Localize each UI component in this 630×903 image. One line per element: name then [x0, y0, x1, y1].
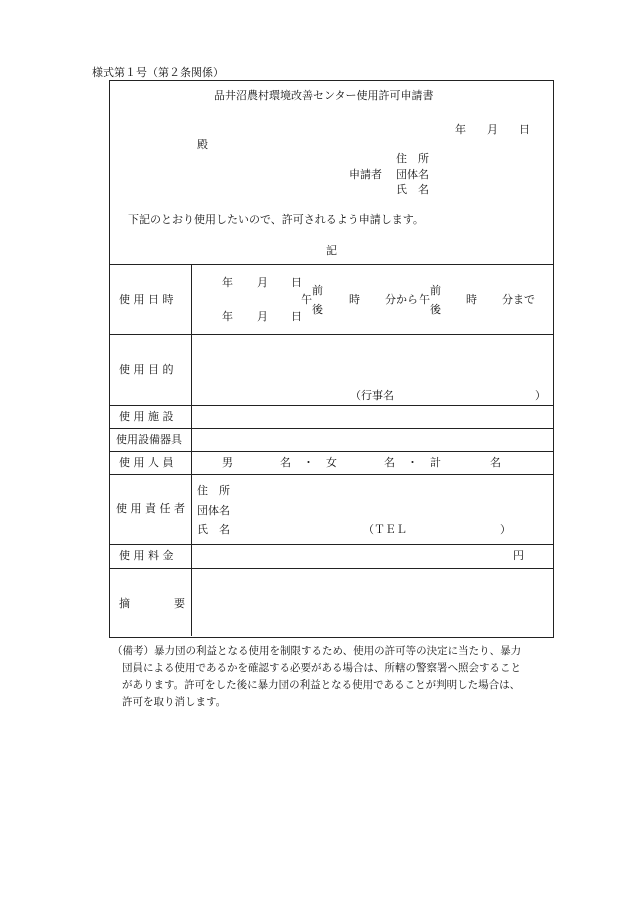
rule-header-bottom	[110, 264, 553, 265]
facility-label: 使 用 施 設	[119, 410, 174, 423]
applicant-group-label: 団体名	[396, 168, 429, 181]
end-am-label: 前	[430, 284, 441, 297]
people-label: 使 用 人 員	[119, 456, 174, 469]
remarks-note	[112, 643, 552, 711]
event-name-open: （行事名	[350, 389, 394, 402]
date-year-label: 年	[455, 123, 466, 136]
start-year-label: 年	[222, 276, 233, 289]
date-day-label: 日	[519, 123, 530, 136]
minute-from-label: 分から	[385, 293, 418, 306]
rule-purpose-bottom	[110, 405, 553, 406]
form-title: 品井沼農村環境改善センター使用許可申請書	[214, 89, 434, 102]
female-label: 女	[326, 456, 337, 469]
usage-purpose-label: 使 用 目 的	[119, 363, 174, 376]
applicant-label: 申請者	[349, 168, 382, 181]
rule-fee-bottom	[110, 568, 553, 569]
dot-separator: ・	[303, 456, 314, 469]
label-column-divider	[191, 264, 192, 636]
female-unit: 名	[384, 456, 395, 469]
male-label: 男	[222, 456, 233, 469]
usage-datetime-label: 使 用 日 時	[119, 293, 174, 306]
start-am-label: 前	[312, 284, 323, 297]
total-unit: 名	[490, 456, 501, 469]
dot-separator: ・	[407, 456, 418, 469]
rule-people-bottom	[110, 474, 553, 475]
start-pm-label: 後	[312, 303, 323, 316]
tel-open: （ＴＥＬ	[363, 523, 407, 536]
end-gozen-go: 午	[419, 293, 430, 306]
minute-until-label: 分まで	[502, 293, 535, 306]
rule-facility-bottom	[110, 428, 553, 429]
applicant-address-label: 住 所	[396, 152, 429, 165]
end-day-label: 日	[291, 310, 302, 323]
fee-currency-yen: 円	[513, 549, 524, 562]
start-month-label: 月	[257, 276, 268, 289]
rule-equipment-bottom	[110, 451, 553, 452]
rule-responsible-bottom	[110, 544, 553, 545]
note-line: （備考）暴力団の利益となる使用を制限するため、使用の許可等の決定に当たり、暴力	[112, 645, 522, 657]
fee-label: 使 用 料 金	[119, 549, 174, 562]
start-hour-label: 時	[349, 293, 360, 306]
ki-marker: 記	[326, 244, 337, 257]
form-frame	[109, 80, 554, 638]
addressee-dono: 殿	[197, 138, 208, 151]
tel-close: ）	[500, 523, 511, 536]
note-line: 許可を取り消します。	[122, 696, 227, 708]
end-month-label: 月	[257, 310, 268, 323]
responsible-group-label: 団体名	[197, 504, 230, 517]
total-label: 計	[430, 456, 441, 469]
end-year-label: 年	[222, 310, 233, 323]
responsible-name-label: 氏 名	[197, 523, 230, 536]
date-month-label: 月	[487, 123, 498, 136]
applicant-name-label: 氏 名	[396, 183, 429, 196]
end-pm-label: 後	[430, 303, 441, 316]
event-name-close: ）	[535, 389, 546, 402]
rule-datetime-bottom	[110, 334, 553, 335]
equipment-label: 使用設備器具	[116, 433, 182, 446]
start-day-label: 日	[291, 276, 302, 289]
end-hour-label: 時	[466, 293, 477, 306]
note-line: があります。許可をした後に暴力団の利益となる使用であることが判明した場合は、	[122, 679, 521, 691]
responsible-label: 使 用 責 任 者	[116, 502, 185, 515]
note-line: 団員による使用であるかを確認する必要がある場合は、所轄の警察署へ照会すること	[122, 662, 521, 674]
form-number: 様式第１号（第２条関係）	[92, 66, 224, 79]
start-gozen-go: 午	[301, 293, 312, 306]
remarks-label: 摘 要	[119, 597, 185, 610]
male-unit: 名	[280, 456, 291, 469]
responsible-address-label: 住 所	[197, 484, 230, 497]
request-statement: 下記のとおり使用したいので、許可されるよう申請します。	[128, 213, 424, 226]
